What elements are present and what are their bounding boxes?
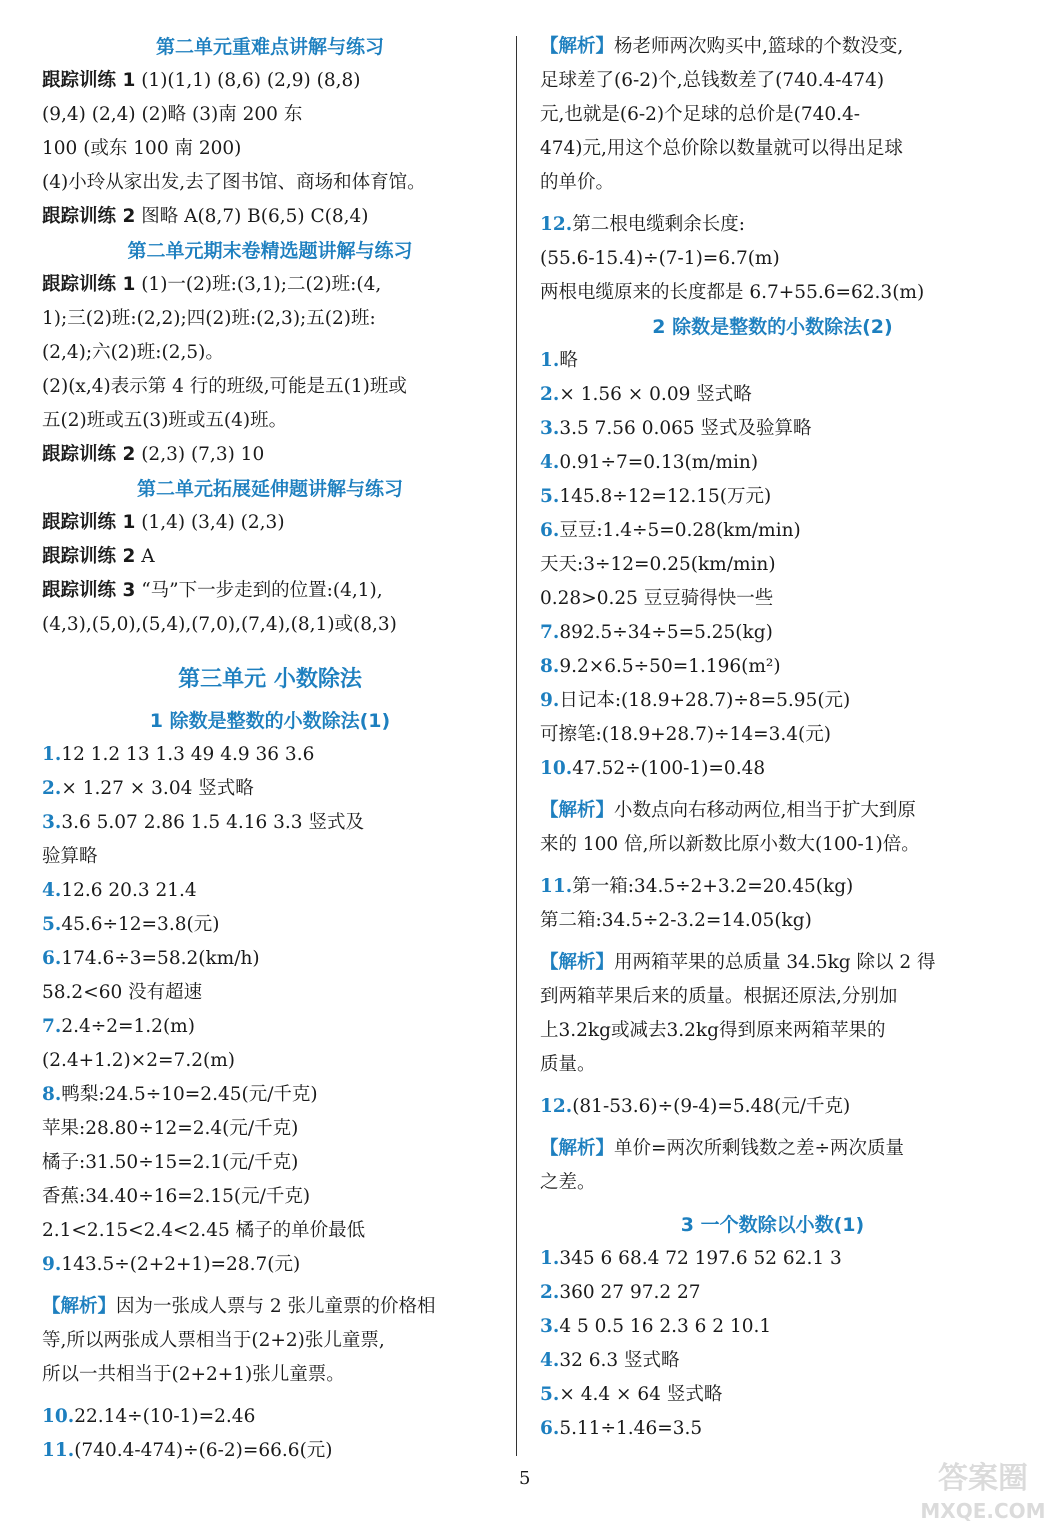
line-text: 用两箱苹果的总质量 34.5kg 除以 2 得: [614, 952, 936, 973]
line-text: 360 27 97.2 27: [559, 1282, 701, 1303]
text-line: [540, 166, 1005, 200]
line-text: 到两箱苹果后来的质量。根据还原法,分别加: [540, 986, 898, 1007]
spacer: [540, 938, 1005, 946]
text-line: [540, 946, 1005, 980]
line-text: 第二箱:34.5÷2-3.2=14.05(kg): [540, 910, 812, 931]
question-number: 3.: [540, 418, 560, 439]
left-column: [42, 30, 498, 1468]
exercise-label: 跟踪训练 1: [42, 70, 136, 91]
text-line: [540, 64, 1005, 98]
section-title: 第二单元拓展延伸题讲解与练习: [136, 478, 403, 500]
unit-title: 第三单元 小数除法: [178, 667, 362, 692]
spacer: [540, 200, 1005, 208]
line-text: (81-53.6)÷(9-4)=5.48(元/千克): [572, 1096, 851, 1117]
line-text: 100 (或东 100 南 200): [42, 138, 242, 159]
line-text: 可擦笔:(18.9+28.7)÷14=3.4(元): [540, 724, 831, 745]
question-number: 6.: [42, 948, 62, 969]
line-text: 验算略: [42, 846, 98, 867]
line-text: 来的 100 倍,所以新数比原小数大(100-1)倍。: [540, 834, 920, 855]
line-text: 2.1<2.15<2.4<2.45 橘子的单价最低: [42, 1220, 366, 1241]
exercise-label: 跟踪训练 1: [42, 512, 136, 533]
line-text: 上3.2kg或减去3.2kg得到原来两箱苹果的: [540, 1020, 886, 1041]
line-text: 杨老师两次购买中,篮球的个数没变,: [614, 36, 904, 57]
text-line: [540, 30, 1005, 64]
line-text: 174.6÷3=58.2(km/h): [61, 948, 260, 969]
line-text: 12.6 20.3 21.4: [61, 880, 197, 901]
question-number: 9.: [42, 1254, 62, 1275]
watermark-logo: [918, 1448, 1048, 1528]
question-number: 7.: [540, 622, 560, 643]
text-line: [42, 98, 498, 132]
line-text: 45.6÷12=3.8(元): [61, 914, 220, 935]
spacer: [42, 1392, 498, 1400]
text-line: [540, 794, 1005, 828]
line-text: 天天:3÷12=0.25(km/min): [540, 554, 776, 575]
exercise-label: 跟踪训练 2: [42, 206, 136, 227]
line-text: 图略 A(8,7) B(6,5) C(8,4): [135, 206, 369, 227]
line-text: 4 5 0.5 16 2.3 6 2 10.1: [559, 1316, 772, 1337]
text-line: [42, 200, 498, 234]
line-text: 橘子:31.50÷15=2.1(元/千克): [42, 1152, 299, 1173]
text-line: [540, 1412, 1005, 1446]
text-line: [540, 412, 1005, 446]
analysis-tag: 【解析】: [540, 800, 615, 821]
question-number: 2.: [42, 778, 62, 799]
exercise-label: 跟踪训练 1: [42, 274, 136, 295]
question-number: 1.: [540, 350, 560, 371]
line-text: (2.4+1.2)×2=7.2(m): [42, 1050, 235, 1071]
analysis-tag: 【解析】: [540, 1138, 615, 1159]
line-text: 32 6.3 竖式略: [559, 1350, 680, 1371]
question-number: 2.: [540, 384, 560, 405]
spacer: [540, 862, 1005, 870]
line-text: 145.8÷12=12.15(万元): [559, 486, 772, 507]
text-line: [42, 1078, 498, 1112]
question-number: 5.: [540, 486, 560, 507]
line-text: 3.5 7.56 0.065 竖式及验算略: [559, 418, 812, 439]
line-text: 892.5÷34÷5=5.25(kg): [559, 622, 773, 643]
text-line: [42, 738, 498, 772]
text-line: [540, 752, 1005, 786]
text-line: [540, 1166, 1005, 1200]
line-text: 第一箱:34.5÷2+3.2=20.45(kg): [572, 876, 854, 897]
question-number: 4.: [540, 1350, 560, 1371]
text-line: [42, 336, 498, 370]
question-number: 8.: [42, 1084, 62, 1105]
line-text: 22.14÷(10-1)=2.46: [74, 1406, 256, 1427]
line-text: × 1.56 × 0.09 竖式略: [559, 384, 752, 405]
line-text: 474)元,用这个总价除以数量就可以得出足球: [540, 138, 903, 159]
text-line: [42, 976, 498, 1010]
text-line: [42, 608, 498, 642]
line-text: × 4.4 × 64 竖式略: [559, 1384, 723, 1405]
text-line: [42, 1434, 498, 1468]
line-text: 的单价。: [540, 172, 615, 193]
text-line: [42, 874, 498, 908]
line-text: “马”下一步走到的位置:(4,1),: [135, 580, 383, 601]
section-title: 3 一个数除以小数(1): [680, 1214, 865, 1236]
line-text: 5.11÷1.46=3.5: [559, 1418, 703, 1439]
spacer: [540, 1200, 1005, 1208]
text-line: [540, 446, 1005, 480]
question-number: 10.: [540, 758, 573, 779]
line-text: (4)小玲从家出发,去了图书馆、商场和体育馆。: [42, 172, 426, 193]
line-text: 略: [559, 350, 578, 371]
text-line: [42, 268, 498, 302]
line-text: 58.2<60 没有超速: [42, 982, 203, 1003]
question-number: 11.: [540, 876, 573, 897]
watermark-domain: MXQE.COM: [920, 1499, 1046, 1523]
line-text: 小数点向右移动两位,相当于扩大到原: [614, 800, 916, 821]
question-number: 2.: [540, 1282, 560, 1303]
text-line: [540, 98, 1005, 132]
line-text: 143.5÷(2+2+1)=28.7(元): [61, 1254, 301, 1275]
text-line: [540, 904, 1005, 938]
column-divider: [516, 36, 517, 1456]
text-line: [42, 1214, 498, 1248]
analysis-tag: 【解析】: [42, 1296, 117, 1317]
text-line: [540, 1310, 1005, 1344]
text-line: [540, 514, 1005, 548]
section-title: 第二单元重难点讲解与练习: [155, 36, 384, 58]
spacer: [540, 1124, 1005, 1132]
line-text: 3.6 5.07 2.86 1.5 4.16 3.3 竖式及: [61, 812, 364, 833]
text-line: [540, 582, 1005, 616]
text-line: [540, 870, 1005, 904]
line-text: 2.4÷2=1.2(m): [61, 1016, 195, 1037]
text-line: [42, 1358, 498, 1392]
text-line: [540, 1048, 1005, 1082]
text-line: [540, 1344, 1005, 1378]
question-number: 6.: [540, 1418, 560, 1439]
line-text: (55.6-15.4)÷(7-1)=6.7(m): [540, 248, 780, 269]
spacer: [540, 786, 1005, 794]
question-number: 7.: [42, 1016, 62, 1037]
line-text: 质量。: [540, 1054, 596, 1075]
text-line: [42, 1044, 498, 1078]
line-text: 苹果:28.80÷12=2.4(元/千克): [42, 1118, 299, 1139]
question-number: 12.: [540, 1096, 573, 1117]
text-line: [42, 1324, 498, 1358]
question-number: 3.: [42, 812, 62, 833]
text-line: [540, 1090, 1005, 1124]
text-line: [42, 1146, 498, 1180]
text-line: [42, 772, 498, 806]
text-line: [540, 1276, 1005, 1310]
text-line: [42, 404, 498, 438]
line-text: (740.4-474)÷(6-2)=66.6(元): [74, 1440, 333, 1461]
text-line: [42, 840, 498, 874]
section-title: 1 除数是整数的小数除法(1): [149, 710, 391, 732]
line-text: A: [135, 546, 155, 567]
text-line: [540, 684, 1005, 718]
line-text: (9,4) (2,4) (2)略 (3)南 200 东: [42, 104, 303, 125]
text-line: [540, 828, 1005, 862]
text-line: [42, 1112, 498, 1146]
exercise-label: 跟踪训练 2: [42, 546, 136, 567]
text-line: [42, 64, 498, 98]
line-text: 日记本:(18.9+28.7)÷8=5.95(元): [559, 690, 851, 711]
question-number: 12.: [540, 214, 573, 235]
text-line: [540, 616, 1005, 650]
text-line: [42, 370, 498, 404]
text-line: [42, 1180, 498, 1214]
text-line: [540, 718, 1005, 752]
line-text: 345 6 68.4 72 197.6 52 62.1 3: [559, 1248, 842, 1269]
text-line: [42, 302, 498, 336]
spacer: [42, 1282, 498, 1290]
page-number: 5: [519, 1468, 531, 1489]
line-text: 所以一共相当于(2+2+1)张儿童票。: [42, 1364, 345, 1385]
line-text: (1,4) (3,4) (2,3): [135, 512, 285, 533]
line-text: (2,3) (7,3) 10: [135, 444, 265, 465]
exercise-label: 跟踪训练 2: [42, 444, 136, 465]
line-text: 之差。: [540, 1172, 596, 1193]
text-line: [540, 132, 1005, 166]
text-line: [42, 942, 498, 976]
line-text: 香蕉:34.40÷16=2.15(元/千克): [42, 1186, 311, 1207]
text-line: [540, 378, 1005, 412]
text-line: [540, 242, 1005, 276]
question-number: 8.: [540, 656, 560, 677]
line-text: 0.28>0.25 豆豆骑得快一些: [540, 588, 774, 609]
line-text: 1);三(2)班:(2,2);四(2)班:(2,3);五(2)班:: [42, 308, 376, 329]
text-line: [42, 132, 498, 166]
text-line: [42, 540, 498, 574]
watermark-text: 答案圈: [938, 1461, 1028, 1496]
question-number: 4.: [42, 880, 62, 901]
line-text: 元,也就是(6-2)个足球的总价是(740.4-: [540, 104, 861, 125]
text-line: [42, 1010, 498, 1044]
text-line: [540, 480, 1005, 514]
line-text: (1)一(2)班:(3,1);二(2)班:(4,: [135, 274, 382, 295]
text-line: [42, 574, 498, 608]
line-text: (2)(x,4)表示第 4 行的班级,可能是五(1)班或: [42, 376, 407, 397]
line-text: 两根电缆原来的长度都是 6.7+55.6=62.3(m): [540, 282, 925, 303]
line-text: 单价=两次所剩钱数之差÷两次质量: [614, 1138, 905, 1159]
line-text: 9.2×6.5÷50=1.196(m²): [559, 656, 781, 677]
line-text: 鸭梨:24.5÷10=2.45(元/千克): [61, 1084, 318, 1105]
text-line: [540, 1014, 1005, 1048]
text-line: [540, 548, 1005, 582]
section-title: 第二单元期末卷精选题讲解与练习: [127, 240, 413, 262]
section-title: 2 除数是整数的小数除法(2): [652, 316, 893, 338]
analysis-tag: 【解析】: [540, 36, 615, 57]
line-text: 足球差了(6-2)个,总钱数差了(740.4-474): [540, 70, 885, 91]
line-text: 五(2)班或五(3)班或五(4)班。: [42, 410, 288, 431]
question-number: 1.: [540, 1248, 560, 1269]
line-text: 等,所以两张成人票相当于(2+2)张儿童票,: [42, 1330, 385, 1351]
text-line: [42, 1400, 498, 1434]
line-text: 0.91÷7=0.13(m/min): [559, 452, 759, 473]
text-line: [42, 166, 498, 200]
spacer: [540, 1082, 1005, 1090]
exercise-label: 跟踪训练 3: [42, 580, 136, 601]
text-line: [42, 806, 498, 840]
line-text: 12 1.2 13 1.3 49 4.9 36 3.6: [61, 744, 315, 765]
text-line: [42, 1290, 498, 1324]
question-number: 11.: [42, 1440, 75, 1461]
text-line: [540, 344, 1005, 378]
text-line: [540, 1132, 1005, 1166]
text-line: [540, 1242, 1005, 1276]
question-number: 5.: [540, 1384, 560, 1405]
question-number: 9.: [540, 690, 560, 711]
text-line: [540, 1378, 1005, 1412]
line-text: 第二根电缆剩余长度:: [572, 214, 745, 235]
text-line: [42, 908, 498, 942]
line-text: (4,3),(5,0),(5,4),(7,0),(7,4),(8,1)或(8,3): [42, 614, 397, 635]
line-text: 47.52÷(100-1)=0.48: [572, 758, 766, 779]
line-text: 豆豆:1.4÷5=0.28(km/min): [559, 520, 801, 541]
question-number: 1.: [42, 744, 62, 765]
right-column: [540, 30, 1005, 1446]
text-line: [42, 1248, 498, 1282]
text-line: [42, 438, 498, 472]
line-text: (2,4);六(2)班:(2,5)。: [42, 342, 224, 363]
text-line: [540, 980, 1005, 1014]
question-number: 10.: [42, 1406, 75, 1427]
question-number: 6.: [540, 520, 560, 541]
question-number: 5.: [42, 914, 62, 935]
text-line: [540, 276, 1005, 310]
line-text: 因为一张成人票与 2 张儿童票的价格相: [116, 1296, 436, 1317]
analysis-tag: 【解析】: [540, 952, 615, 973]
line-text: (1)(1,1) (8,6) (2,9) (8,8): [135, 70, 361, 91]
text-line: [42, 506, 498, 540]
text-line: [540, 208, 1005, 242]
text-line: [540, 650, 1005, 684]
question-number: 4.: [540, 452, 560, 473]
line-text: × 1.27 × 3.04 竖式略: [61, 778, 254, 799]
question-number: 3.: [540, 1316, 560, 1337]
